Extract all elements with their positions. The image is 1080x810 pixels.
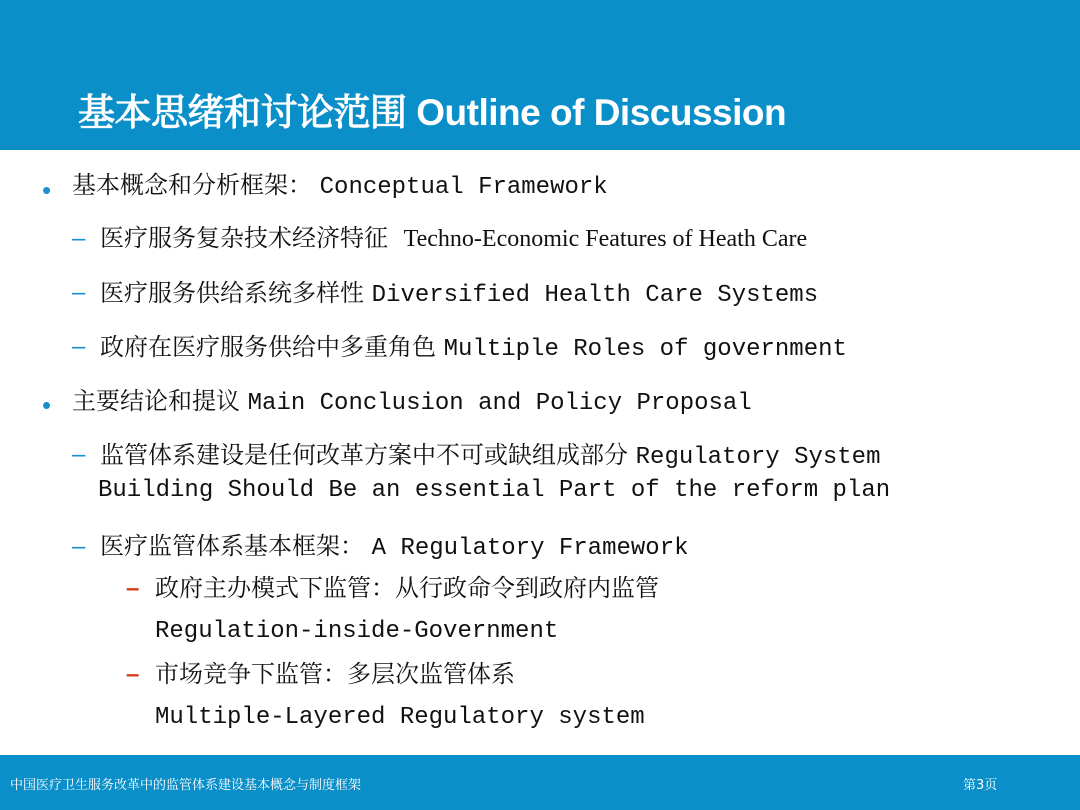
dash-marker: – [72,279,86,306]
dash-marker-level3: – [126,575,140,602]
bullet-item-1 [72,173,608,200]
sub-sub-item-2: 市场竞争下监管：多层次监管体系 [155,660,515,688]
bullet-item-2-en: Main Conclusion and Policy Proposal [247,390,752,417]
sub-item-1-zh: 医疗服务复杂技术经济特征 [100,224,388,252]
sub-item-4 [100,443,880,470]
sub-item-4-zh: 监管体系建设是任何改革方案中不可或缺组成部分 [100,441,628,469]
sub-item-3-zh: 政府在医疗服务供给中多重角色 [100,333,436,361]
bullet-marker: • [42,175,52,205]
sub-item-3-en: Multiple Roles of government [443,336,847,363]
sub-item-1 [100,226,807,251]
bullet-marker: • [42,390,52,420]
sub-item-2 [100,281,818,308]
sub-sub-item-1: 政府主办模式下监管：从行政命令到政府内监管 [155,574,659,602]
dash-marker-level3: – [126,661,140,688]
sub-item-4-en: Regulatory System [635,444,881,471]
slide-footer [0,755,1080,810]
dash-marker: – [72,441,86,468]
sub-item-5-en: A Regulatory Framework [371,535,689,562]
dash-marker: – [72,333,86,360]
sub-sub-item-2-en: Multiple-Layered Regulatory system [155,704,645,731]
sub-item-5 [100,534,689,561]
bullet-item-1-zh: 基本概念和分析框架： [72,171,312,199]
sub-item-2-zh: 医疗服务供给系统多样性 [100,279,364,307]
sub-item-3 [100,335,847,362]
footer-title: 中国医疗卫生服务改革中的监管体系建设基本概念与制度框架 [10,778,362,793]
dash-marker: – [72,225,86,252]
sub-item-1-en: Techno-Economic Features of Heath Care [403,226,808,252]
sub-sub-item-1-en: Regulation-inside-Government [155,618,559,645]
bullet-item-1-en: Conceptual Framework [319,174,608,201]
sub-item-4-continuation: Building Should Be an essential Part of the reform plan [98,477,891,504]
slide-title: 基本思绪和讨论范围 Outline of Discussion [78,92,787,133]
bullet-item-2-zh: 主要结论和提议 [72,387,240,415]
slide-content [0,150,1080,755]
sub-item-5-zh: 医疗监管体系基本框架： [100,532,364,560]
slide-header [0,0,1080,150]
dash-marker: – [72,533,86,560]
sub-item-2-en: Diversified Health Care Systems [371,282,819,309]
bullet-item-2 [72,389,752,416]
page-number: 第3页 [963,778,998,793]
